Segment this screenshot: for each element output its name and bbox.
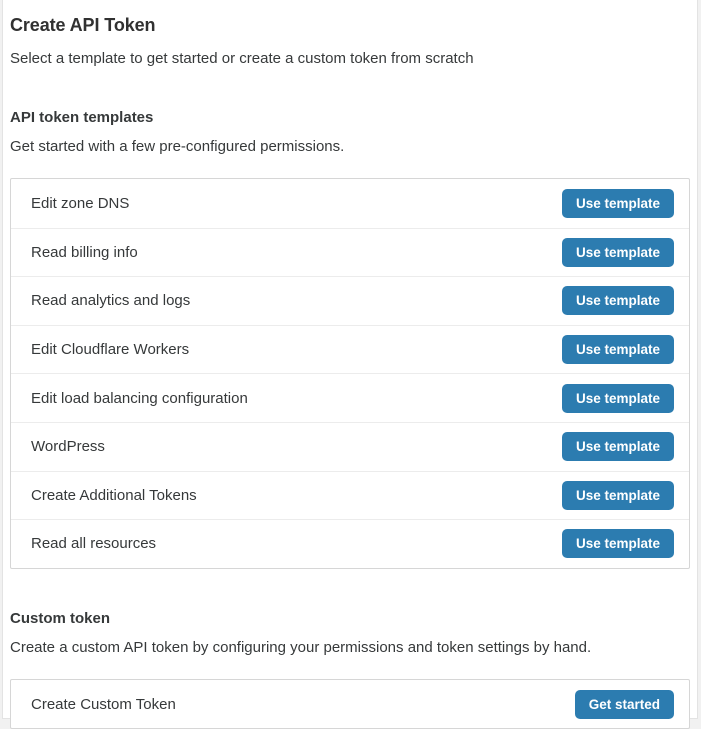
page-subtitle: Select a template to get started or create a custom token from scratch [10,50,474,67]
template-row-read-all-resources [11,519,689,568]
templates-section-heading: API token templates [10,109,154,126]
use-template-button[interactable]: Use template [562,481,674,510]
create-api-token-panel [2,0,698,719]
template-row-edit-cloudflare-workers [11,325,689,374]
use-template-button[interactable]: Use template [562,238,674,267]
template-name: Read billing info [31,243,138,261]
custom-token-section-heading: Custom token [10,609,111,627]
template-name: Read analytics and logs [31,292,191,310]
template-row-read-billing-info [11,228,689,277]
template-row-wordpress [11,422,689,471]
use-template-button[interactable]: Use template [562,384,674,413]
create-custom-token-row [11,680,689,729]
custom-token-box [10,679,690,729]
template-name: Edit load balancing configuration [31,389,248,407]
use-template-button[interactable]: Use template [562,286,674,315]
template-row-edit-load-balancing-configuration [11,373,689,422]
template-row-read-analytics-and-logs [11,276,689,325]
create-custom-token-label: Create Custom Token [31,695,176,713]
template-name: Edit Cloudflare Workers [31,341,190,359]
api-token-templates-table [10,178,690,569]
template-name: Create Additional Tokens [31,486,197,504]
template-name: Read all resources [31,535,157,553]
custom-token-section-description: Create a custom API token by configuring your permissions and token settings by hand. [10,638,592,656]
template-name: WordPress [31,438,105,456]
template-row-create-additional-tokens [11,471,689,520]
templates-section-description: Get started with a few pre-configured permissions. [10,138,345,155]
use-template-button[interactable]: Use template [562,432,674,461]
use-template-button[interactable]: Use template [562,189,674,218]
get-started-button[interactable]: Get started [575,690,674,719]
use-template-button[interactable]: Use template [562,529,674,558]
template-row-edit-zone-dns [11,179,689,228]
template-name: Edit zone DNS [31,194,130,212]
page-title: Create API Token [10,15,156,35]
use-template-button[interactable]: Use template [562,335,674,364]
